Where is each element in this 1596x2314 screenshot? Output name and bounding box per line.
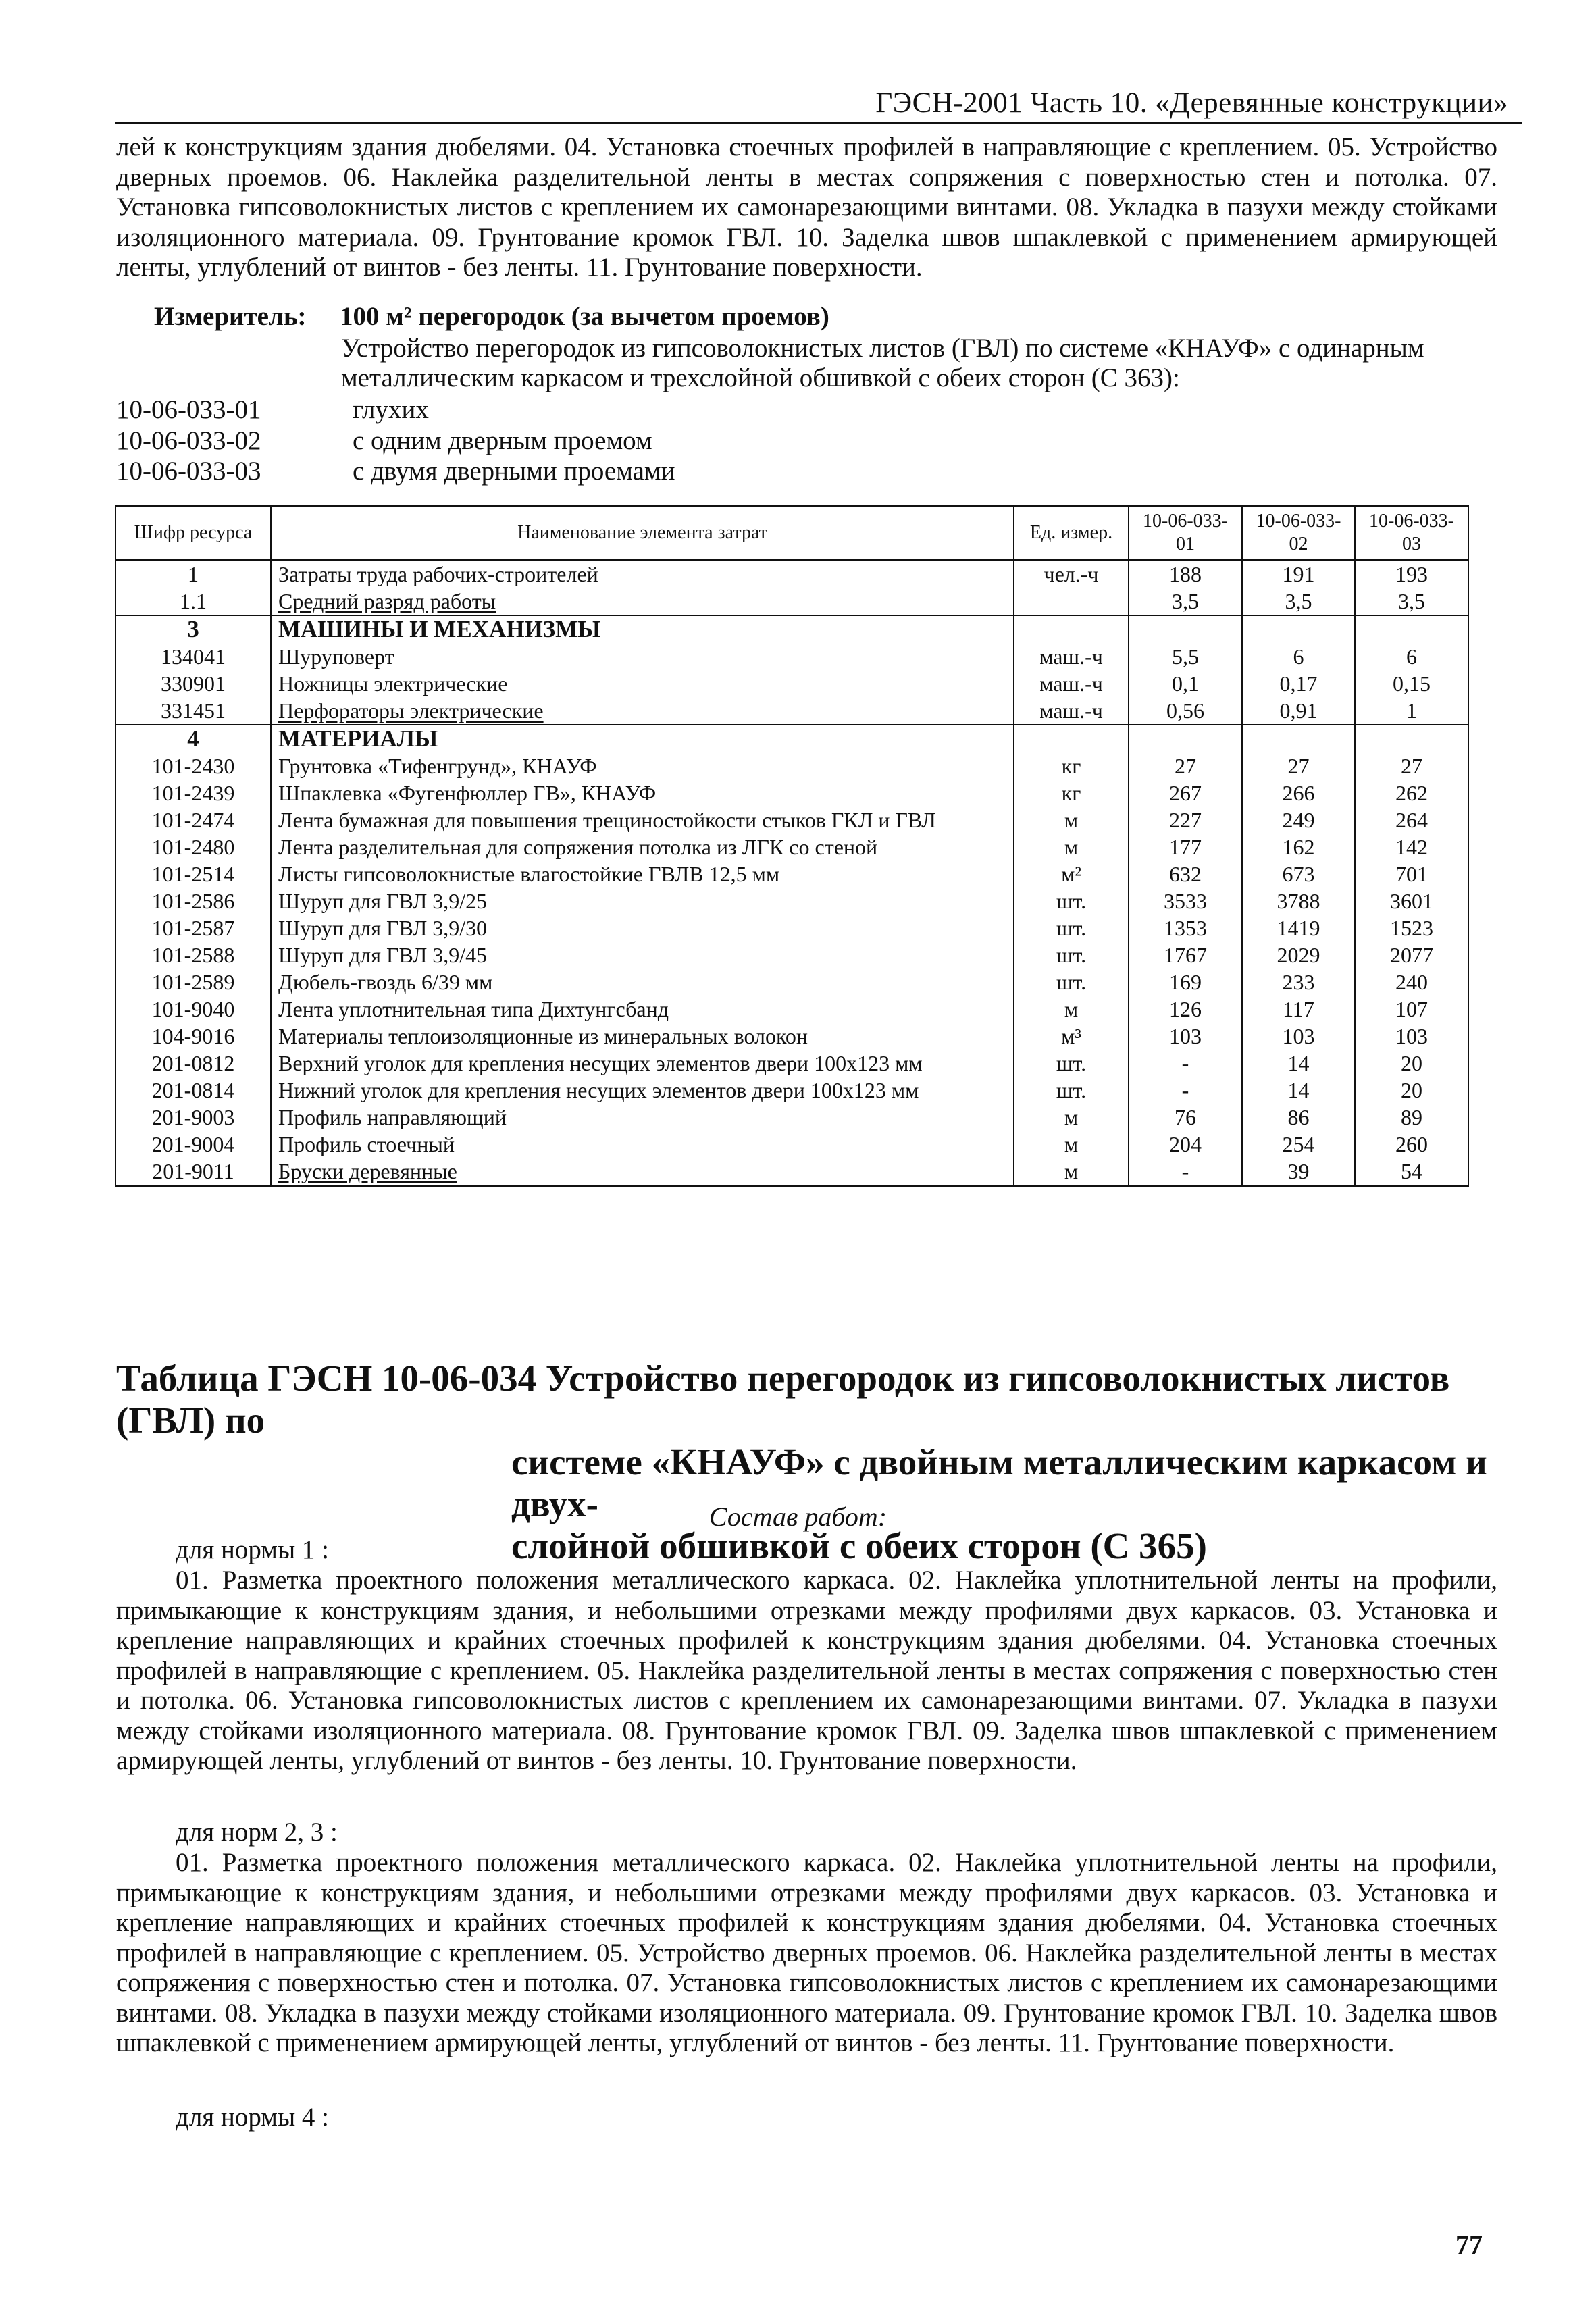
norm23-label: для норм 2, 3 : [176,1818,338,1847]
table-row [115,1077,1468,1104]
header-norm-03: 10-06-033-03 [1355,507,1468,560]
cell-value-02 [1242,615,1355,643]
cell-value-02: 673 [1242,860,1355,888]
table-row [115,725,1468,752]
cell-value-01: 5,5 [1129,643,1242,670]
norm-code-name: глухих [353,395,429,424]
cell-unit: м [1014,1158,1129,1186]
cell-code: 4 [115,725,271,752]
cell-unit: м² [1014,860,1129,888]
norm-description: Устройство перегородок из гипсоволокнистых листов (ГВЛ) по системе «КНАУФ» с одинарным металлическим каркасом и трехслойной обшивкой с обеих сторон (С 363): [341,334,1424,392]
cell-unit: шт. [1014,1077,1129,1104]
cell-code: 101-2514 [115,860,271,888]
header-name: Наименование элемента затрат [271,507,1014,560]
intro-paragraph: лей к конструкциям здания дюбелями. 04. Установка стоечных профилей в направляющие с креплением. 05. Устройство дверных проемов. 06. Наклейка разделительной ленты в местах сопряжения с поверхностью стен и потолка. 07. Установка гипсоволокнистых листов с креплением их самонарезающими винтами. 08. Укладка в пазухи между стойками изоляционного материала. 09. Грунтование кромок ГВЛ. 10. Заделка швов шпаклевкой с применением армирующей ленты, углублений от винтов - без ленты. 11. Грунтование поверхности. [116,132,1497,282]
cell-value-02: 86 [1242,1104,1355,1131]
cell-value-01: 103 [1129,1023,1242,1050]
cell-value-03: 20 [1355,1050,1468,1077]
cell-value-03: 701 [1355,860,1468,888]
norm-codes-list [116,394,675,487]
cell-value-03: 240 [1355,969,1468,996]
norm-code: 10-06-033-02 [116,426,261,455]
table-row [115,1023,1468,1050]
cell-name: Профиль стоечный [271,1131,1014,1158]
table-row [115,915,1468,942]
cell-value-03: 264 [1355,806,1468,833]
cell-value-03: 27 [1355,752,1468,779]
cell-value-02 [1242,725,1355,752]
cell-unit: кг [1014,779,1129,806]
cell-unit: м [1014,1131,1129,1158]
cell-unit: шт. [1014,915,1129,942]
cell-value-03: 103 [1355,1023,1468,1050]
cell-code: 101-9040 [115,996,271,1023]
header-norm-01: 10-06-033-01 [1129,507,1242,560]
cell-value-01: 169 [1129,969,1242,996]
cell-name: Лента уплотнительная типа Дихтунгсбанд [271,996,1014,1023]
cell-value-03: 6 [1355,643,1468,670]
cell-name: Шуруп для ГВЛ 3,9/30 [271,915,1014,942]
cell-unit: м [1014,833,1129,860]
cell-value-01: 3,5 [1129,588,1242,615]
cell-value-01: 1767 [1129,942,1242,969]
cell-name-text: Бруски деревянные [278,1159,457,1183]
cell-value-01: - [1129,1158,1242,1186]
cell-name: Шуруповерт [271,643,1014,670]
cell-value-01: - [1129,1050,1242,1077]
cell-name: Лента бумажная для повышения трещиностойкости стыков ГКЛ и ГВЛ [271,806,1014,833]
cell-value-03: 262 [1355,779,1468,806]
norm1-text: 01. Разметка проектного положения металлического каркаса. 02. Наклейка уплотнительной ленты на профили, примыкающие к конструкциям здания, и небольшими отрезками между профилями двух каркасов. 03. Установка и крепление направляющих и крайних стоечных профилей к конструкциям здания дюбелями. 04. Установка стоечных профилей в направляющие с креплением. 05. Наклейка разделительной ленты в местах сопряжения с поверхностью стен и потолка. 06. Установка гипсоволокнистых листов с креплением их самонарезающими винтами. 07. Укладка в пазухи между стойками изоляционного материала. 08. Грунтование кромок ГВЛ. 09. Заделка швов шпаклевкой с применением армирующей ленты, углублений от винтов - без ленты. 10. Грунтование поверхности. [116,1566,1497,1775]
cell-value-01: 0,56 [1129,697,1242,725]
cell-unit: чел.-ч [1014,560,1129,588]
header-norm-02: 10-06-033-02 [1242,507,1355,560]
cell-name: Нижний уголок для крепления несущих элементов двери 100x123 мм [271,1077,1014,1104]
cell-name-text: Средний разряд работы [278,589,496,613]
cell-value-02: 14 [1242,1050,1355,1077]
table-row [115,1158,1468,1186]
cell-value-03: 54 [1355,1158,1468,1186]
cell-name: Грунтовка «Тифенгрунд», КНАУФ [271,752,1014,779]
cell-value-02: 2029 [1242,942,1355,969]
cell-value-01: 267 [1129,779,1242,806]
cell-name: Шуруп для ГВЛ 3,9/25 [271,888,1014,915]
table-body [115,560,1468,1186]
cell-value-03: 20 [1355,1077,1468,1104]
cell-value-02: 254 [1242,1131,1355,1158]
measure-label: Измеритель: [154,302,307,331]
table-title-line: слойной обшивкой с обеих сторон (С 365) [511,1525,1207,1566]
cell-code: 101-2480 [115,833,271,860]
cell-value-01: - [1129,1077,1242,1104]
cell-value-02: 6 [1242,643,1355,670]
table-row [115,1104,1468,1131]
running-header: ГЭСН-2001 Часть 10. «Деревянные конструкции» [875,87,1508,119]
cell-value-03 [1355,615,1468,643]
table-row [115,588,1468,615]
cell-name: Материалы теплоизоляционные из минеральных волокон [271,1023,1014,1050]
cell-code: 134041 [115,643,271,670]
table-row [115,860,1468,888]
cell-code: 201-9004 [115,1131,271,1158]
cell-code: 101-2586 [115,888,271,915]
cell-code: 201-9003 [115,1104,271,1131]
cell-code: 1.1 [115,588,271,615]
cell-unit: кг [1014,752,1129,779]
cell-value-03: 142 [1355,833,1468,860]
norm4-label: для нормы 4 : [176,2103,329,2132]
norm-code-name: с двумя дверными проемами [353,457,675,486]
table-row [115,779,1468,806]
cell-value-02: 1419 [1242,915,1355,942]
header-code: Шифр ресурса [115,507,271,560]
table-row [115,752,1468,779]
norm-code: 10-06-033-03 [116,457,261,486]
norm-code-row [116,456,675,487]
cell-name: Шуруп для ГВЛ 3,9/45 [271,942,1014,969]
cell-value-03: 1523 [1355,915,1468,942]
cell-value-03: 1 [1355,697,1468,725]
cell-value-02: 0,91 [1242,697,1355,725]
table-row [115,697,1468,725]
cell-value-02: 3788 [1242,888,1355,915]
cell-value-02: 162 [1242,833,1355,860]
table-header-row [115,507,1468,560]
norm-code-row [116,394,675,426]
cell-name: Ножницы электрические [271,670,1014,697]
cell-value-01: 177 [1129,833,1242,860]
cell-value-01: 1353 [1129,915,1242,942]
norm-code: 10-06-033-01 [116,395,261,424]
cell-unit: маш.-ч [1014,670,1129,697]
cell-value-02: 117 [1242,996,1355,1023]
table-row [115,1131,1468,1158]
norm-code-row [116,426,675,457]
header-unit: Ед. измер. [1014,507,1129,560]
cell-code: 1 [115,560,271,588]
cell-value-01: 27 [1129,752,1242,779]
cell-code: 101-2589 [115,969,271,996]
cell-unit: м³ [1014,1023,1129,1050]
resource-table [115,505,1469,1187]
cell-name: Лента разделительная для сопряжения потолка из ЛГК со стеной [271,833,1014,860]
cell-value-01: 126 [1129,996,1242,1023]
cell-value-01: 227 [1129,806,1242,833]
cell-value-02: 0,17 [1242,670,1355,697]
cell-code: 330901 [115,670,271,697]
table-row [115,942,1468,969]
measure-line [154,301,829,332]
cell-name: Верхний уголок для крепления несущих элементов двери 100x123 мм [271,1050,1014,1077]
cell-value-02: 27 [1242,752,1355,779]
cell-code: 3 [115,615,271,643]
cell-code: 201-9011 [115,1158,271,1186]
table-row [115,996,1468,1023]
cell-name: Шпаклевка «Фугенфюллер ГВ», КНАУФ [271,779,1014,806]
cell-value-02: 191 [1242,560,1355,588]
table-row [115,833,1468,860]
cell-value-01: 188 [1129,560,1242,588]
page-number: 77 [1456,2230,1483,2260]
cell-unit [1014,615,1129,643]
cell-value-03: 3601 [1355,888,1468,915]
cell-name [271,588,1014,615]
cell-value-01: 204 [1129,1131,1242,1158]
cell-value-02: 103 [1242,1023,1355,1050]
cell-unit: шт. [1014,969,1129,996]
cell-value-01: 76 [1129,1104,1242,1131]
cell-code: 104-9016 [115,1023,271,1050]
table-title-line: Таблица ГЭСН 10-06-034 Устройство перегородок из гипсоволокнистых листов (ГВЛ) по [116,1358,1450,1441]
table-row [115,1050,1468,1077]
cell-unit: м [1014,996,1129,1023]
cell-code: 101-2474 [115,806,271,833]
header-rule [115,122,1522,124]
cell-unit: м [1014,806,1129,833]
cell-value-02: 233 [1242,969,1355,996]
cell-code: 201-0812 [115,1050,271,1077]
cell-name: Затраты труда рабочих-строителей [271,560,1014,588]
cell-value-03: 2077 [1355,942,1468,969]
table-row [115,615,1468,643]
cell-unit: маш.-ч [1014,643,1129,670]
table-row [115,643,1468,670]
cell-code: 101-2430 [115,752,271,779]
cell-value-03: 3,5 [1355,588,1468,615]
cell-unit: шт. [1014,942,1129,969]
cell-name: Дюбель-гвоздь 6/39 мм [271,969,1014,996]
table-row [115,806,1468,833]
cell-unit: шт. [1014,888,1129,915]
table-row [115,888,1468,915]
cell-code: 201-0814 [115,1077,271,1104]
cell-value-01 [1129,615,1242,643]
cell-name: МАШИНЫ И МЕХАНИЗМЫ [271,615,1014,643]
cell-value-01: 0,1 [1129,670,1242,697]
cell-code: 101-2587 [115,915,271,942]
cell-value-03: 260 [1355,1131,1468,1158]
cell-name: Профиль направляющий [271,1104,1014,1131]
cell-value-02: 266 [1242,779,1355,806]
table-row [115,969,1468,996]
cell-name-text: Перфораторы электрические [278,698,544,723]
cell-unit: шт. [1014,1050,1129,1077]
cell-unit [1014,725,1129,752]
composition-heading: Состав работ: [709,1501,887,1532]
cell-value-03 [1355,725,1468,752]
measure-value: 100 м² перегородок (за вычетом проемов) [340,302,829,331]
cell-code: 101-2588 [115,942,271,969]
cell-code: 331451 [115,697,271,725]
table-title-line: системе «КНАУФ» с двойным металлическим каркасом и двух- [511,1441,1487,1524]
cell-unit: м [1014,1104,1129,1131]
norm23-text: 01. Разметка проектного положения металлического каркаса. 02. Наклейка уплотнительной ленты на профили, примыкающие к конструкциям здания, и небольшими отрезками между профилями двух каркасов. 03. Установка и крепление направляющих и крайних стоечных профилей к конструкциям здания дюбелями. 04. Установка стоечных профилей в направляющие с креплением. 05. Устройство дверных проемов. 06. Наклейка разделительной ленты в местах сопряжения с поверхностью стен и потолка. 07. Установка гипсоволокнистых листов с креплением их самонарезающими винтами. 08. Укладка в пазухи между стойками изоляционного материала. 09. Грунтование кромок ГВЛ. 10. Заделка швов шпаклевкой с применением армирующей ленты, углублений от винтов - без ленты. 11. Грунтование поверхности. [116,1848,1497,2057]
cell-value-02: 39 [1242,1158,1355,1186]
norm-code-name: с одним дверным проемом [353,426,652,455]
cell-value-03: 0,15 [1355,670,1468,697]
cell-value-01: 632 [1129,860,1242,888]
cell-value-03: 107 [1355,996,1468,1023]
cell-name: Листы гипсоволокнистые влагостойкие ГВЛВ 12,5 мм [271,860,1014,888]
cell-value-02: 14 [1242,1077,1355,1104]
cell-name [271,1158,1014,1186]
cell-value-03: 193 [1355,560,1468,588]
norm1-label: для нормы 1 : [176,1535,329,1564]
cell-value-01 [1129,725,1242,752]
cell-unit: маш.-ч [1014,697,1129,725]
cell-value-03: 89 [1355,1104,1468,1131]
cell-code: 101-2439 [115,779,271,806]
cell-value-02: 249 [1242,806,1355,833]
table-row [115,670,1468,697]
cell-value-01: 3533 [1129,888,1242,915]
cell-name [271,697,1014,725]
cell-value-02: 3,5 [1242,588,1355,615]
table-row [115,560,1468,588]
cell-name: МАТЕРИАЛЫ [271,725,1014,752]
cell-unit [1014,588,1129,615]
